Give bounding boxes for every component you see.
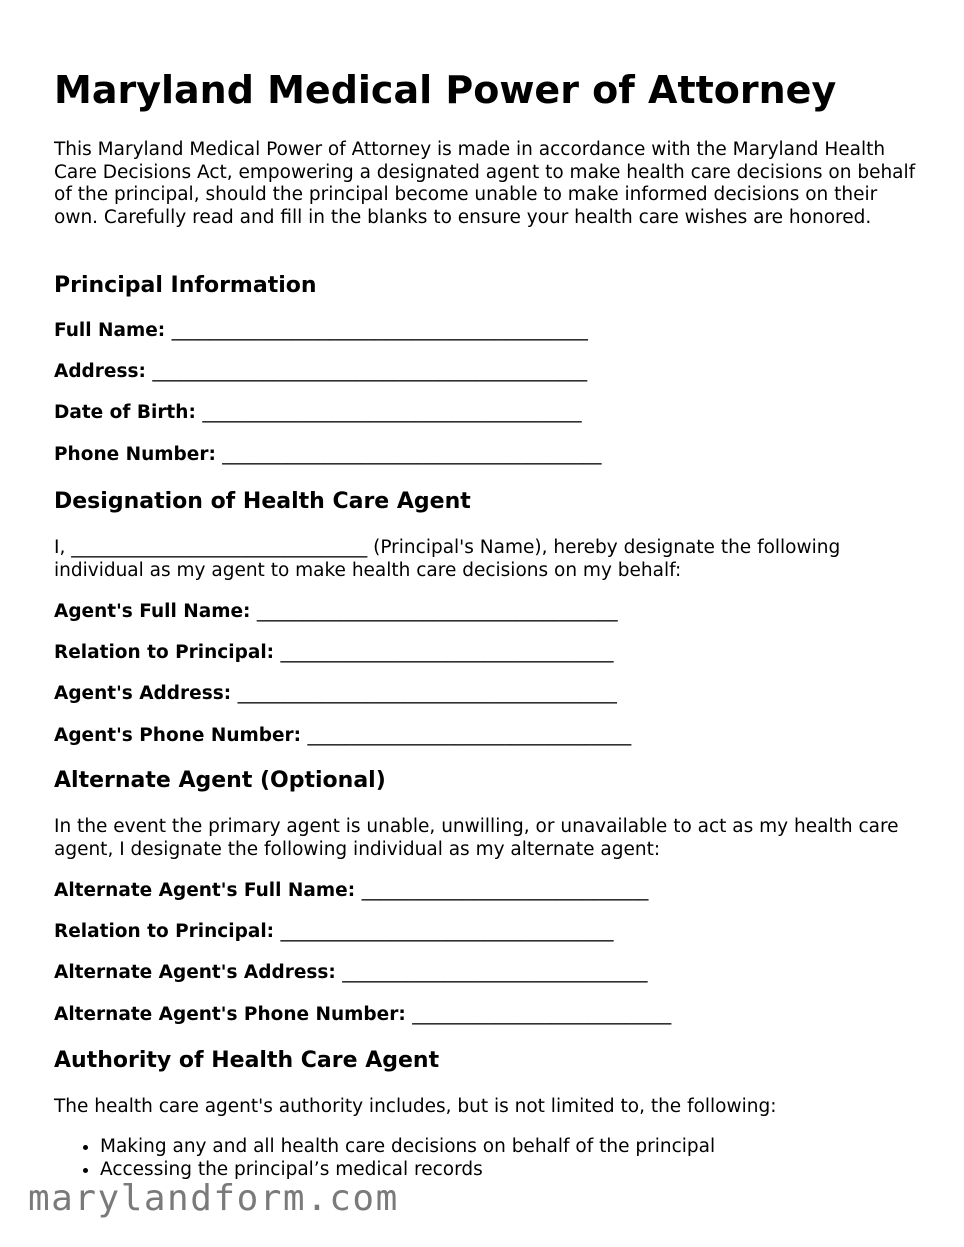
- field-label: Alternate Agent's Address:: [54, 962, 336, 983]
- watermark: marylandform.com: [28, 1178, 399, 1219]
- principal-full-name-field[interactable]: [54, 319, 588, 343]
- field-blank[interactable]: _______________________________: [361, 880, 649, 901]
- field-label: Date of Birth:: [54, 402, 196, 423]
- field-label: Relation to Principal:: [54, 921, 275, 942]
- list-item: • Making any and all health care decisions on behalf of the principal: [100, 1136, 715, 1159]
- field-blank[interactable]: _________________________________________: [237, 683, 617, 704]
- field-label: Phone Number:: [54, 444, 216, 465]
- alternate-statement: In the event the primary agent is unable, unwilling, or unavailable to act as my health care agent, I designate the following individual as my alternate agent:: [54, 816, 899, 860]
- intro-paragraph: This Maryland Medical Power of Attorney is made in accordance with the Maryland Health Care Decisions Act, empowering a designated agent to make health care decisions on behalf of the principal, should the principal become unable to make informed decisions on their own. Carefully read and fill in the blanks to ensure your health care wishes are honored.: [54, 139, 916, 228]
- authority-section-heading: Authority of Health Care Agent: [54, 1048, 440, 1073]
- principal-date-of-birth-field[interactable]: [54, 401, 582, 425]
- principal-section-heading: Principal Information: [54, 273, 317, 298]
- field-label: Relation to Principal:: [54, 642, 275, 663]
- alternate-address-field[interactable]: [54, 961, 648, 985]
- field-label: Alternate Agent's Full Name:: [54, 880, 356, 901]
- alternate-full-name-field[interactable]: [54, 879, 648, 903]
- alternate-phone-number-field[interactable]: [54, 1003, 671, 1027]
- field-blank[interactable]: _____________________________________________: [171, 320, 588, 341]
- statement-prefix: I,: [54, 537, 66, 558]
- field-label: Alternate Agent's Phone Number:: [54, 1004, 406, 1025]
- list-item: • Accessing the principal’s medical records: [100, 1159, 715, 1182]
- field-label: Agent's Phone Number:: [54, 725, 302, 746]
- field-label: Agent's Address:: [54, 683, 232, 704]
- statement-suffix: (Principal's Name), hereby designate the following individual as my agent to make health care decisions on my behalf:: [54, 537, 841, 581]
- authority-statement: The health care agent's authority includes, but is not limited to, the following:: [54, 1096, 777, 1117]
- field-blank[interactable]: _________________________________________: [202, 402, 582, 423]
- agent-full-name-field[interactable]: [54, 600, 618, 624]
- authority-list: [54, 1136, 715, 1181]
- alternate-relation-field[interactable]: [54, 920, 614, 944]
- designation-section-heading: Designation of Health Care Agent: [54, 489, 471, 514]
- agent-address-field[interactable]: [54, 682, 617, 706]
- field-label: Agent's Full Name:: [54, 601, 251, 622]
- designation-statement: [54, 537, 916, 582]
- principal-address-field[interactable]: [54, 360, 587, 384]
- field-blank[interactable]: ____________________________________: [280, 921, 614, 942]
- document-title: Maryland Medical Power of Attorney: [54, 68, 837, 112]
- field-blank[interactable]: _________________________________________: [222, 444, 602, 465]
- principal-name-blank[interactable]: ________________________________: [71, 537, 368, 558]
- agent-phone-number-field[interactable]: [54, 724, 631, 748]
- field-blank[interactable]: _________________________________: [342, 962, 648, 983]
- field-blank[interactable]: ____________________________: [412, 1004, 672, 1025]
- principal-phone-number-field[interactable]: [54, 443, 602, 467]
- alternate-section-heading: Alternate Agent (Optional): [54, 768, 386, 793]
- field-label: Address:: [54, 361, 146, 382]
- agent-relation-field[interactable]: [54, 641, 614, 665]
- field-blank[interactable]: _______________________________________: [256, 601, 618, 622]
- field-label: Full Name:: [54, 320, 166, 341]
- field-blank[interactable]: ___________________________________: [307, 725, 632, 746]
- field-blank[interactable]: ____________________________________: [280, 642, 614, 663]
- field-blank[interactable]: _______________________________________________: [152, 361, 588, 382]
